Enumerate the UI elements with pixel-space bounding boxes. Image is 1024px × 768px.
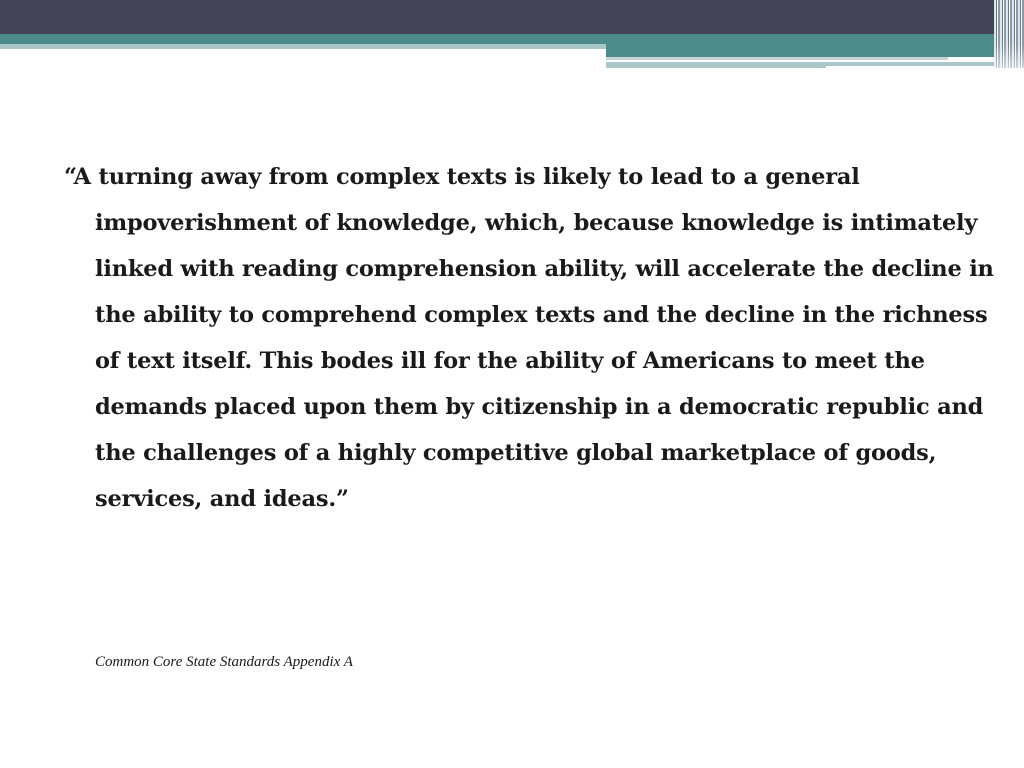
header-teal-step	[606, 44, 1024, 57]
header-light-band	[0, 44, 606, 49]
header-accent-line	[606, 62, 826, 68]
quote-text: “A turning away from complex texts is likely to lead to a general impoverishment of knowledge, which, because knowledge is intimately linked with reading comprehension ability, will accelerate the decline in the ability to comprehend complex texts and the decline in the richness of text itself. This bodes ill for the ability of Americans to meet the demands placed upon them by citizenship in a democratic republic and the challenges of a highly competitive global marketplace of goods, services, and ideas.”	[64, 164, 994, 512]
header-stripes-fade	[994, 44, 1024, 68]
header-dark-band	[0, 0, 1024, 34]
header-teal-band	[0, 34, 1024, 44]
quote-attribution: Common Core State Standards Appendix A	[95, 654, 353, 670]
header-accent-line	[606, 57, 948, 60]
